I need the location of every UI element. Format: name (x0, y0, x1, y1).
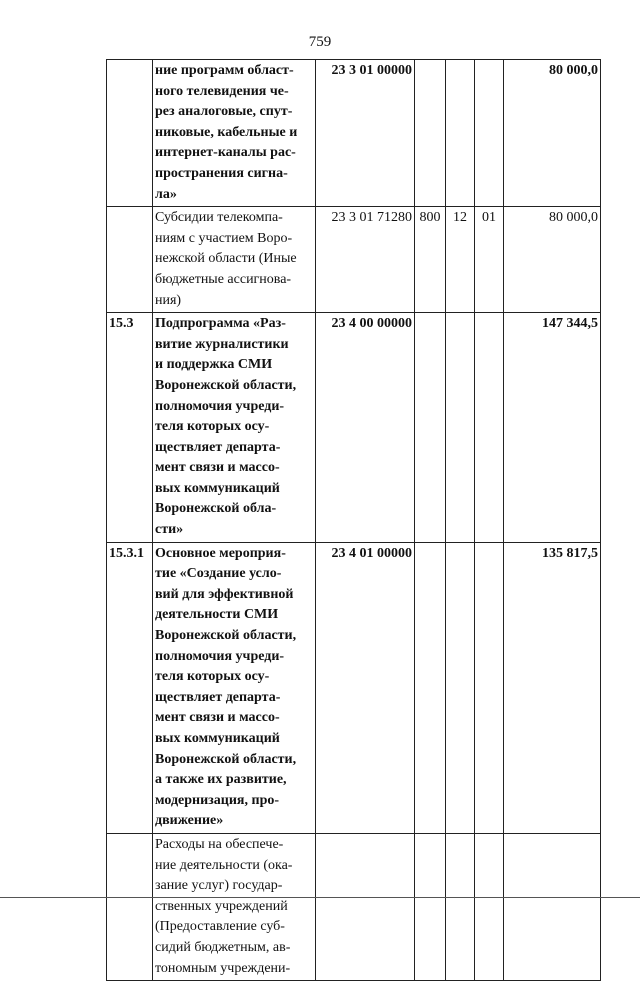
cell-rz (446, 542, 475, 833)
cell-sum: 135 817,5 (504, 542, 601, 833)
cell-name: Основное мероприя- тие «Создание усло- вий для эффективной деятельности СМИ Воронежской области, полномочия учреди- теля которых осу- ществляет департа- мент связи и массо- вых коммуникаций Воронежской области, а также их развитие, модернизация, про- движение» (153, 542, 316, 833)
cell-rz: 12 (446, 207, 475, 313)
cell-vr (415, 313, 446, 543)
cell-name: Субсидии телекомпа- ниям с участием Воро- нежской области (Иные бюджетные ассигнова- ния) (153, 207, 316, 313)
table-row (107, 313, 601, 543)
cell-name: Подпрограмма «Раз- витие журналистики и поддержка СМИ Воронежской области, полномочия учреди- теля которых осу- ществляет департа- мент связи и массо- вых коммуникаций Воронежской обла- сти» (153, 313, 316, 543)
cell-vr (415, 833, 446, 980)
cell-sum (504, 833, 601, 980)
budget-table (106, 59, 601, 981)
cell-rz (446, 833, 475, 980)
table-row (107, 60, 601, 207)
bottom-divider (0, 897, 640, 898)
cell-csr: 23 3 01 71280 (316, 207, 415, 313)
cell-number (107, 60, 153, 207)
cell-sum: 80 000,0 (504, 60, 601, 207)
cell-pr: 01 (475, 207, 504, 313)
cell-pr (475, 833, 504, 980)
table-body (107, 60, 601, 981)
cell-number (107, 207, 153, 313)
cell-number: 15.3.1 (107, 542, 153, 833)
cell-pr (475, 313, 504, 543)
cell-number (107, 833, 153, 980)
cell-rz (446, 313, 475, 543)
cell-vr: 800 (415, 207, 446, 313)
table-row (107, 542, 601, 833)
cell-vr (415, 60, 446, 207)
cell-csr: 23 4 00 00000 (316, 313, 415, 543)
cell-vr (415, 542, 446, 833)
cell-csr: 23 4 01 00000 (316, 542, 415, 833)
cell-number: 15.3 (107, 313, 153, 543)
cell-rz (446, 60, 475, 207)
table-row (107, 833, 601, 980)
cell-csr (316, 833, 415, 980)
table-row (107, 207, 601, 313)
cell-pr (475, 60, 504, 207)
cell-sum: 147 344,5 (504, 313, 601, 543)
cell-csr: 23 3 01 00000 (316, 60, 415, 207)
cell-name: Расходы на обеспече- ние деятельности (ока- зание услуг) государ- ственных учреждений (Предоставление суб- сидий бюджетным, ав- тономным учреждени- (153, 833, 316, 980)
page-number: 759 (308, 34, 332, 50)
cell-sum: 80 000,0 (504, 207, 601, 313)
cell-pr (475, 542, 504, 833)
cell-name: ние программ област- ного телевидения че- рез аналоговые, спут- никовые, кабельные и интернет-каналы рас- пространения сигна- ла» (153, 60, 316, 207)
